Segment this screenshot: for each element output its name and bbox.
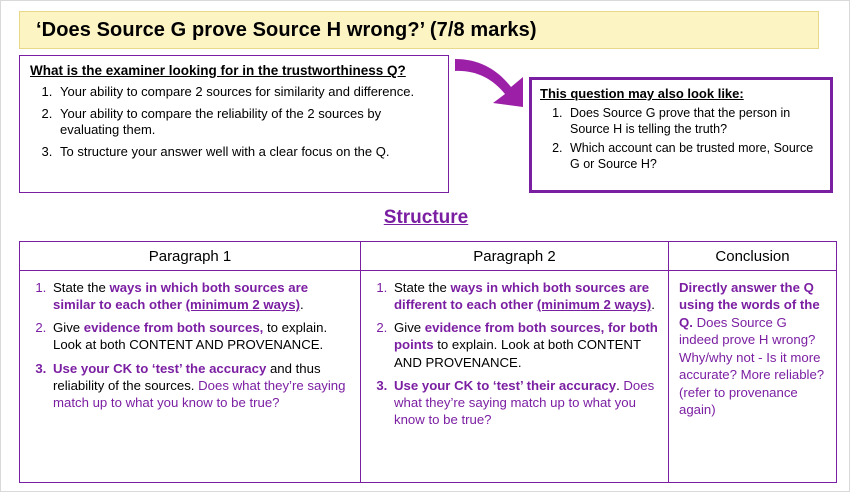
text-bold: Use your CK to ‘test’ the accuracy (53, 360, 267, 376)
text-bold: evidence from both sources, (83, 320, 264, 336)
text-tail: . (616, 377, 624, 393)
similar-questions-list (540, 106, 822, 173)
text-tail: . (299, 297, 304, 313)
text-lead: State the (394, 280, 451, 295)
list-item (391, 377, 660, 428)
text-tail: and thus reliability of the sources. (53, 360, 321, 393)
list-item (391, 319, 660, 370)
text-bold: evidence from both sources, for both points (394, 320, 658, 353)
examiner-box-list (30, 84, 438, 161)
list-item (50, 360, 352, 411)
examiner-box-heading: What is the examiner looking for in the trustworthiness Q? (30, 63, 406, 78)
cell-paragraph-2 (361, 271, 669, 483)
column-header-paragraph-1: Paragraph 1 (20, 242, 361, 271)
text-lead: Give (53, 320, 84, 336)
text-tail: to explain. Look at both CONTENT AND PROVENANCE. (53, 320, 328, 353)
text-lead: State the (53, 280, 110, 295)
text-purple: Does what they’re saying match up to what you know to be true? (394, 377, 655, 428)
arrow-right-down-icon (453, 53, 533, 113)
table-header-row (20, 242, 837, 271)
list-item: 2. Which account can be trusted more, Source G or Source H? (566, 141, 822, 172)
text-lead: Give (394, 320, 425, 336)
text-tail: to explain. Look at both CONTENT AND PROVENANCE. (394, 337, 641, 370)
text-bold: Use your CK to ‘test’ their accuracy (394, 377, 617, 393)
column-header-conclusion: Conclusion (669, 242, 837, 271)
text-bold-underline: (minimum 2 ways) (185, 297, 300, 313)
title-banner (19, 11, 819, 49)
list-item (50, 279, 352, 313)
text-bold: ways in which both sources are different to each other (394, 280, 650, 313)
conclusion-rest: Does Source G indeed prove H wrong? Why/why not - Is it more accurate? More reliable? (refer to provenance again) (679, 314, 825, 417)
structure-table (19, 241, 837, 483)
structure-heading: Structure (383, 207, 469, 228)
column-header-paragraph-2: Paragraph 2 (361, 242, 669, 271)
list-item: 2. Your ability to compare the reliability of the 2 sources by evaluating them. (56, 106, 438, 139)
cell-conclusion (669, 271, 837, 483)
list-item: 1. Your ability to compare 2 sources for similarity and difference. (56, 84, 438, 101)
text-tail: . (651, 297, 655, 313)
list-item (50, 319, 352, 353)
text-bold: ways in which both sources are similar to each other (53, 280, 309, 313)
paragraph-1-list (24, 279, 352, 411)
similar-questions-heading: This question may also look like: (540, 86, 744, 101)
table-row (20, 271, 837, 483)
list-item: 3. To structure your answer well with a clear focus on the Q. (56, 144, 438, 161)
conclusion-bold: Directly answer the Q using the words of the Q. (679, 280, 820, 330)
text-bold-underline: (minimum 2 ways) (536, 297, 652, 313)
similar-questions-box (529, 77, 833, 193)
cell-paragraph-1 (20, 271, 361, 483)
list-item: 1. Does Source G prove that the person in Source H is telling the truth? (566, 106, 822, 137)
paragraph-2-list (365, 279, 660, 428)
page-title: ‘Does Source G prove Source H wrong?’ (7/8 marks) (36, 18, 537, 41)
list-item (391, 279, 660, 313)
examiner-criteria-box (19, 55, 449, 193)
text-purple: Does what they’re saying match up to what you know to be true? (53, 377, 346, 410)
